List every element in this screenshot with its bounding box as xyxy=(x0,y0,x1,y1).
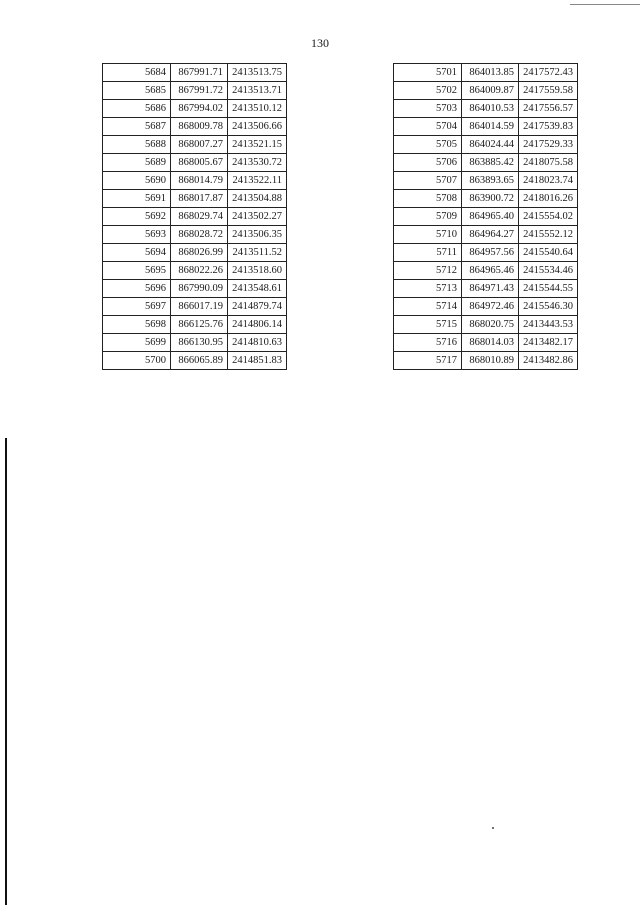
table-row xyxy=(394,118,578,136)
scan-binding-edge xyxy=(5,438,7,905)
point-number-cell: 5693 xyxy=(103,226,171,244)
table-row xyxy=(103,64,287,82)
x-coordinate-cell: 868014.79 xyxy=(171,172,228,190)
table-row xyxy=(103,172,287,190)
table-row xyxy=(103,208,287,226)
y-coordinate-cell: 2413510.12 xyxy=(228,100,287,118)
x-coordinate-cell: 868007.27 xyxy=(171,136,228,154)
table-row xyxy=(103,334,287,352)
table-row xyxy=(394,190,578,208)
x-coordinate-cell: 866017.19 xyxy=(171,298,228,316)
point-number-cell: 5689 xyxy=(103,154,171,172)
table-row xyxy=(103,100,287,118)
y-coordinate-cell: 2417539.83 xyxy=(519,118,578,136)
y-coordinate-cell: 2413522.11 xyxy=(228,172,287,190)
table-row xyxy=(394,154,578,172)
y-coordinate-cell: 2414879.74 xyxy=(228,298,287,316)
x-coordinate-cell: 864024.44 xyxy=(462,136,519,154)
scan-top-rule xyxy=(570,4,640,5)
y-coordinate-cell: 2415544.55 xyxy=(519,280,578,298)
y-coordinate-cell: 2414806.14 xyxy=(228,316,287,334)
x-coordinate-cell: 863893.65 xyxy=(462,172,519,190)
y-coordinate-cell: 2415540.64 xyxy=(519,244,578,262)
point-number-cell: 5695 xyxy=(103,262,171,280)
x-coordinate-cell: 864964.27 xyxy=(462,226,519,244)
point-number-cell: 5708 xyxy=(394,190,462,208)
point-number-cell: 5684 xyxy=(103,64,171,82)
y-coordinate-cell: 2413502.27 xyxy=(228,208,287,226)
table-row xyxy=(394,172,578,190)
point-number-cell: 5713 xyxy=(394,280,462,298)
point-number-cell: 5716 xyxy=(394,334,462,352)
x-coordinate-cell: 868022.26 xyxy=(171,262,228,280)
point-number-cell: 5714 xyxy=(394,298,462,316)
x-coordinate-cell: 868020.75 xyxy=(462,316,519,334)
x-coordinate-cell: 866130.95 xyxy=(171,334,228,352)
point-number-cell: 5688 xyxy=(103,136,171,154)
y-coordinate-cell: 2413511.52 xyxy=(228,244,287,262)
table-row xyxy=(394,352,578,370)
y-coordinate-cell: 2413443.53 xyxy=(519,316,578,334)
point-number-cell: 5686 xyxy=(103,100,171,118)
y-coordinate-cell: 2413513.71 xyxy=(228,82,287,100)
y-coordinate-cell: 2417572.43 xyxy=(519,64,578,82)
x-coordinate-cell: 864014.59 xyxy=(462,118,519,136)
table-row xyxy=(103,262,287,280)
point-number-cell: 5712 xyxy=(394,262,462,280)
y-coordinate-cell: 2418075.58 xyxy=(519,154,578,172)
y-coordinate-cell: 2413482.86 xyxy=(519,352,578,370)
point-number-cell: 5703 xyxy=(394,100,462,118)
table-row xyxy=(103,190,287,208)
table-row xyxy=(394,262,578,280)
y-coordinate-cell: 2413506.66 xyxy=(228,118,287,136)
table-row xyxy=(394,136,578,154)
x-coordinate-cell: 864957.56 xyxy=(462,244,519,262)
coordinates-table-left xyxy=(102,63,287,370)
x-coordinate-cell: 868029.74 xyxy=(171,208,228,226)
x-coordinate-cell: 868026.99 xyxy=(171,244,228,262)
y-coordinate-cell: 2417559.58 xyxy=(519,82,578,100)
coordinates-table-right xyxy=(393,63,578,370)
table-row xyxy=(103,298,287,316)
table-row xyxy=(394,226,578,244)
y-coordinate-cell: 2413482.17 xyxy=(519,334,578,352)
point-number-cell: 5696 xyxy=(103,280,171,298)
point-number-cell: 5690 xyxy=(103,172,171,190)
table-row xyxy=(394,298,578,316)
x-coordinate-cell: 864010.53 xyxy=(462,100,519,118)
point-number-cell: 5706 xyxy=(394,154,462,172)
point-number-cell: 5710 xyxy=(394,226,462,244)
point-number-cell: 5692 xyxy=(103,208,171,226)
x-coordinate-cell: 868014.03 xyxy=(462,334,519,352)
x-coordinate-cell: 867991.71 xyxy=(171,64,228,82)
point-number-cell: 5702 xyxy=(394,82,462,100)
table-row xyxy=(103,226,287,244)
point-number-cell: 5709 xyxy=(394,208,462,226)
table-row xyxy=(103,82,287,100)
x-coordinate-cell: 868005.67 xyxy=(171,154,228,172)
y-coordinate-cell: 2414851.83 xyxy=(228,352,287,370)
y-coordinate-cell: 2418023.74 xyxy=(519,172,578,190)
y-coordinate-cell: 2413518.60 xyxy=(228,262,287,280)
point-number-cell: 5698 xyxy=(103,316,171,334)
y-coordinate-cell: 2415546.30 xyxy=(519,298,578,316)
x-coordinate-cell: 867991.72 xyxy=(171,82,228,100)
y-coordinate-cell: 2417529.33 xyxy=(519,136,578,154)
point-number-cell: 5701 xyxy=(394,64,462,82)
table-row xyxy=(103,316,287,334)
point-number-cell: 5715 xyxy=(394,316,462,334)
y-coordinate-cell: 2413513.75 xyxy=(228,64,287,82)
y-coordinate-cell: 2417556.57 xyxy=(519,100,578,118)
point-number-cell: 5694 xyxy=(103,244,171,262)
x-coordinate-cell: 868017.87 xyxy=(171,190,228,208)
x-coordinate-cell: 864971.43 xyxy=(462,280,519,298)
x-coordinate-cell: 866065.89 xyxy=(171,352,228,370)
table-row xyxy=(394,208,578,226)
x-coordinate-cell: 864965.40 xyxy=(462,208,519,226)
table-row xyxy=(103,280,287,298)
table-row xyxy=(394,280,578,298)
page-number: 130 xyxy=(311,36,329,50)
point-number-cell: 5700 xyxy=(103,352,171,370)
table-row xyxy=(394,316,578,334)
x-coordinate-cell: 868009.78 xyxy=(171,118,228,136)
x-coordinate-cell: 864972.46 xyxy=(462,298,519,316)
x-coordinate-cell: 867994.02 xyxy=(171,100,228,118)
point-number-cell: 5699 xyxy=(103,334,171,352)
y-coordinate-cell: 2413521.15 xyxy=(228,136,287,154)
table-row xyxy=(103,154,287,172)
y-coordinate-cell: 2413548.61 xyxy=(228,280,287,298)
y-coordinate-cell: 2415554.02 xyxy=(519,208,578,226)
table-row xyxy=(394,244,578,262)
point-number-cell: 5704 xyxy=(394,118,462,136)
point-number-cell: 5685 xyxy=(103,82,171,100)
x-coordinate-cell: 864009.87 xyxy=(462,82,519,100)
x-coordinate-cell: 867990.09 xyxy=(171,280,228,298)
table-row xyxy=(103,352,287,370)
y-coordinate-cell: 2413504.88 xyxy=(228,190,287,208)
x-coordinate-cell: 864965.46 xyxy=(462,262,519,280)
x-coordinate-cell: 868028.72 xyxy=(171,226,228,244)
table-row xyxy=(394,64,578,82)
scan-speck xyxy=(492,827,494,829)
y-coordinate-cell: 2413530.72 xyxy=(228,154,287,172)
point-number-cell: 5705 xyxy=(394,136,462,154)
y-coordinate-cell: 2418016.26 xyxy=(519,190,578,208)
point-number-cell: 5707 xyxy=(394,172,462,190)
table-row xyxy=(103,244,287,262)
x-coordinate-cell: 864013.85 xyxy=(462,64,519,82)
y-coordinate-cell: 2413506.35 xyxy=(228,226,287,244)
x-coordinate-cell: 863900.72 xyxy=(462,190,519,208)
y-coordinate-cell: 2415534.46 xyxy=(519,262,578,280)
x-coordinate-cell: 863885.42 xyxy=(462,154,519,172)
x-coordinate-cell: 868010.89 xyxy=(462,352,519,370)
point-number-cell: 5711 xyxy=(394,244,462,262)
x-coordinate-cell: 866125.76 xyxy=(171,316,228,334)
point-number-cell: 5717 xyxy=(394,352,462,370)
table-row xyxy=(103,118,287,136)
table-row xyxy=(394,82,578,100)
point-number-cell: 5687 xyxy=(103,118,171,136)
table-row xyxy=(103,136,287,154)
y-coordinate-cell: 2414810.63 xyxy=(228,334,287,352)
point-number-cell: 5691 xyxy=(103,190,171,208)
point-number-cell: 5697 xyxy=(103,298,171,316)
y-coordinate-cell: 2415552.12 xyxy=(519,226,578,244)
table-row xyxy=(394,100,578,118)
table-row xyxy=(394,334,578,352)
